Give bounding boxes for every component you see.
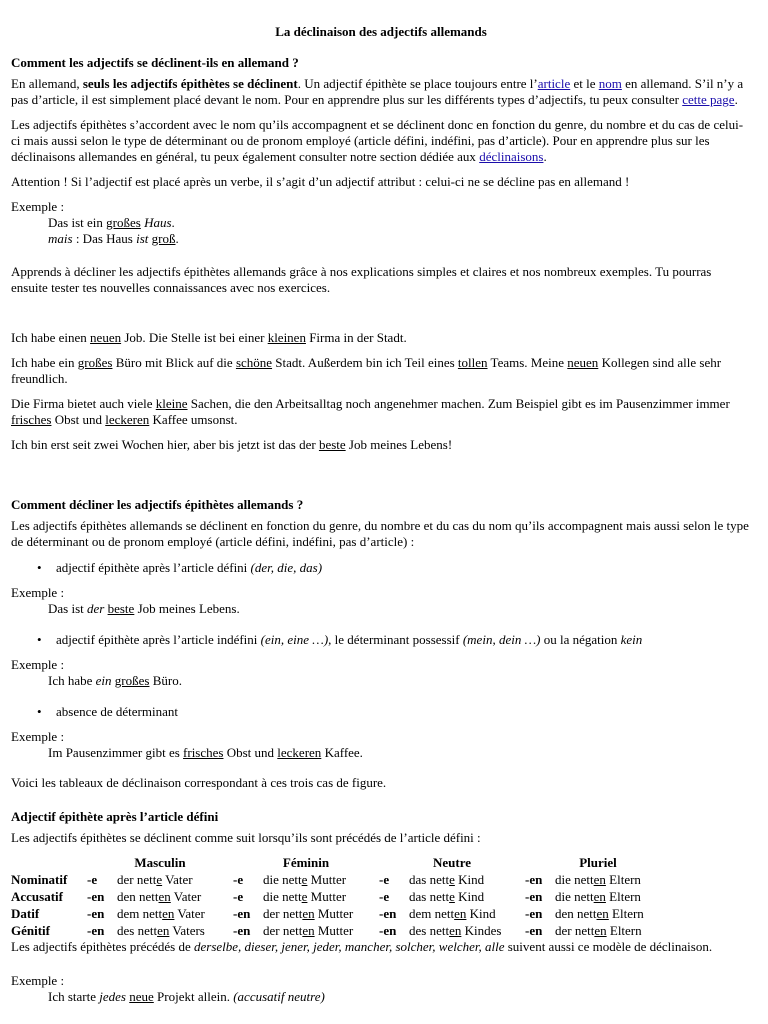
section-heading: Adjectif épithète après l’article défini — [11, 809, 219, 824]
phrase-noun: Kind — [454, 889, 485, 904]
phrase-start: den nett — [555, 906, 597, 921]
underlined-adjective: neuen — [90, 330, 122, 345]
phrase-start: die nett — [555, 872, 594, 887]
text: suivent aussi ce modèle de déclinaison. — [504, 939, 713, 954]
ending: -en — [525, 923, 543, 938]
italic-text: (mein, dein …) — [462, 632, 541, 647]
text: Die Firma bietet auch viele — [11, 396, 156, 411]
cette-page-link[interactable]: cette page — [682, 92, 735, 107]
text: . Un adjectif épithète se place toujours entre l’ — [297, 76, 538, 91]
underlined-adjective: schöne — [235, 355, 273, 370]
underlined-adjective: kleinen — [267, 330, 306, 345]
underlined-ending: e — [449, 872, 455, 887]
column-header: Masculin — [134, 855, 186, 870]
story-line — [11, 330, 751, 346]
declension-table — [11, 854, 671, 939]
nom-link[interactable]: nom — [598, 76, 622, 91]
italic-text: (ein, eine …) — [260, 632, 329, 647]
case-label: Génitif — [11, 923, 50, 938]
underlined-adjective: neue — [129, 989, 154, 1004]
text: Les adjectifs épithètes s’accordent avec le nom qu’ils accompagnent et se déclinent donc en fonction du genre, du nombre et du cas de celui-ci mais aussi selon le type de déterminant ou de pronom employé (article défini, indéfini, pas d’article). Pour en apprendre plus sur les déclinaisons allemandes en général, tu peux également consulter notre section dédiée aux — [11, 117, 744, 164]
phrase-noun: Eltern — [608, 906, 644, 921]
ending: -e — [233, 872, 244, 887]
column-header: Féminin — [282, 855, 330, 870]
phrase-noun: Vater — [174, 906, 205, 921]
paragraph — [11, 76, 751, 108]
underlined-adjective: großes — [77, 355, 113, 370]
italic-text: kein — [620, 632, 643, 647]
example-label: Exemple : — [11, 199, 65, 214]
underlined-adjective: tollen — [457, 355, 488, 370]
ending: -e — [87, 872, 98, 887]
phrase-start: dem nett — [117, 906, 163, 921]
underlined-adjective: großes — [114, 673, 150, 688]
underlined-ending: en — [162, 906, 175, 921]
text: adjectif épithète après l’article indéfini — [56, 632, 261, 647]
example-sentence — [48, 989, 751, 1005]
ending: -en — [525, 906, 543, 921]
text: En allemand, — [11, 76, 83, 91]
story-line — [11, 355, 751, 387]
italic-article: ein — [95, 673, 112, 688]
page-title: La déclinaison des adjectifs allemands — [275, 24, 487, 39]
table-row — [11, 905, 671, 922]
example-sentence — [48, 231, 751, 247]
example-label: Exemple : — [11, 973, 65, 988]
example-sentence — [48, 673, 751, 689]
example-sentence — [48, 601, 751, 617]
text: Les adjectifs épithètes précédés de — [11, 939, 194, 954]
underlined-adjective: leckeren — [277, 745, 322, 760]
example-phrase — [263, 888, 379, 905]
text: Kaffee umsonst. — [149, 412, 238, 427]
phrase-noun: Kind — [454, 872, 485, 887]
italic-text: (der, die, das) — [250, 560, 323, 575]
bullet-item — [11, 560, 751, 576]
text: Obst und — [51, 412, 106, 427]
underlined-adjective: großes — [106, 215, 141, 230]
text: Job meines Lebens! — [345, 437, 453, 452]
section-heading: Comment les adjectifs se déclinent-ils en allemand ? — [11, 55, 299, 70]
text: Sachen, die den Arbeitsalltag noch angenehmer machen. Zum Beispiel gibt es im Pausenzimmer immer — [187, 396, 730, 411]
underlined-adjective: leckeren — [105, 412, 150, 427]
example-label: Exemple : — [11, 657, 65, 672]
example-phrase — [117, 922, 233, 939]
phrase-noun: Eltern — [606, 923, 642, 938]
underlined-adjective: frisches — [11, 412, 52, 427]
text: et le — [570, 76, 599, 91]
section-heading: Comment décliner les adjectifs épithètes allemands ? — [11, 497, 304, 512]
phrase-start: der nett — [263, 906, 303, 921]
underlined-ending: en — [593, 872, 606, 887]
ending: -en — [379, 906, 397, 921]
bullet-item: • absence de déterminant — [11, 704, 751, 720]
text: : Das Haus — [72, 231, 137, 246]
paragraph: Les adjectifs épithètes se déclinent comme suit lorsqu’ils sont précédés de l’article défini : — [11, 830, 481, 845]
table-header-row — [11, 854, 671, 871]
case-label: Datif — [11, 906, 40, 921]
text: Projekt allein. — [153, 989, 234, 1004]
example-label: Exemple : — [11, 729, 65, 744]
ending: -en — [233, 906, 251, 921]
example-phrase — [409, 871, 525, 888]
case-label: Nominatif — [11, 872, 68, 887]
text: Job meines Lebens. — [134, 601, 240, 616]
phrase-noun: Vater — [162, 872, 193, 887]
example-phrase — [555, 922, 671, 939]
paragraph — [11, 117, 751, 165]
text: , le déterminant possessif — [328, 632, 463, 647]
italic-text: mais — [48, 231, 73, 246]
phrase-start: die nett — [263, 889, 302, 904]
phrase-noun: Vaters — [169, 923, 205, 938]
phrase-start: die nett — [555, 889, 594, 904]
story-line — [11, 396, 751, 428]
ending: -en — [525, 889, 543, 904]
example-phrase — [263, 871, 379, 888]
bold-text: seuls les adjectifs épithètes se déclinent — [82, 76, 298, 91]
paragraph: Apprends à décliner les adjectifs épithètes allemands grâce à nos explications simples et claires et nos nombreux exemples. Tu pourras ensuite tester tes nouvelles connaissances avec nos exercices. — [11, 264, 712, 295]
underlined-ending: en — [454, 906, 467, 921]
italic-verb: ist — [136, 231, 149, 246]
ending: -e — [379, 872, 390, 887]
ending: -en — [379, 923, 397, 938]
example-sentence — [48, 215, 751, 231]
italic-determiner: jedes — [99, 989, 126, 1004]
column-header: Pluriel — [579, 855, 617, 870]
underlined-ending: e — [449, 889, 455, 904]
text: ou la négation — [540, 632, 621, 647]
underlined-adjective: groß — [151, 231, 176, 246]
ending: -en — [525, 872, 543, 887]
declinaisons-link[interactable]: déclinaisons — [479, 149, 544, 164]
text: Kollegen sind alle sehr freundlich. — [11, 355, 722, 386]
article-link[interactable]: article — [537, 76, 571, 91]
underlined-adjective: frisches — [183, 745, 224, 760]
phrase-noun: Mutter — [314, 906, 354, 921]
underlined-ending: en — [302, 906, 315, 921]
underlined-adjective: beste — [107, 601, 135, 616]
text: Teams. Meine — [487, 355, 568, 370]
underlined-ending: en — [158, 889, 171, 904]
phrase-start: der nett — [555, 923, 595, 938]
table-row — [11, 871, 671, 888]
text: Ich starte — [48, 989, 100, 1004]
text: Ich habe einen — [11, 330, 91, 345]
text: Firma in der Stadt. — [305, 330, 407, 345]
example-phrase — [409, 888, 525, 905]
example-phrase — [117, 871, 233, 888]
text: adjectif épithète après l’article défini — [56, 560, 251, 575]
text: Das ist — [48, 601, 87, 616]
underlined-ending: e — [156, 872, 163, 887]
story-line — [11, 437, 751, 453]
text: Büro mit Blick auf die — [112, 355, 236, 370]
paragraph: Les adjectifs épithètes allemands se déclinent en fonction du genre, du nombre et du cas du nom qu’ils accompagnent mais aussi selon le type de déterminant ou de pronom employé (article défini, indéfini, pas d’article) : — [11, 518, 749, 549]
case-label: Accusatif — [11, 889, 63, 904]
example-phrase — [409, 922, 525, 939]
phrase-noun: Vater — [170, 889, 202, 904]
ending: -en — [87, 889, 105, 904]
example-phrase — [555, 905, 671, 922]
underlined-adjective: beste — [318, 437, 346, 452]
text: Ich habe ein — [11, 355, 78, 370]
underlined-ending: e — [301, 872, 308, 887]
table-corner — [11, 854, 87, 871]
text: . — [171, 215, 175, 230]
phrase-start: des nett — [117, 923, 158, 938]
paragraph: Voici les tableaux de déclinaison correspondant à ces trois cas de figure. — [11, 775, 387, 790]
document — [11, 24, 751, 1005]
paragraph — [11, 939, 751, 955]
italic-text: derselbe, dieser, jener, jeder, mancher, solcher, welcher, alle — [194, 939, 505, 954]
text: Das ist ein — [48, 215, 107, 230]
underlined-adjective: kleine — [155, 396, 188, 411]
example-phrase — [555, 871, 671, 888]
phrase-start: das nett — [409, 889, 450, 904]
table-row — [11, 922, 671, 939]
text: . — [175, 231, 179, 246]
text: Stadt. Außerdem bin ich Teil eines — [272, 355, 458, 370]
example-phrase — [555, 888, 671, 905]
underlined-ending: en — [596, 906, 609, 921]
text: en allemand. S’il n’y a pas d’article, il est simplement placé devant le nom. Pour en apprendre plus sur les différents types d’adjectifs, tu peux consulter — [11, 76, 744, 107]
underlined-ending: en — [594, 923, 607, 938]
italic-note: (accusatif neutre) — [233, 989, 325, 1004]
example-phrase — [117, 888, 233, 905]
text: Obst und — [223, 745, 278, 760]
underlined-ending: en — [593, 889, 606, 904]
italic-noun: Haus — [144, 215, 172, 230]
underlined-ending: en — [157, 923, 170, 938]
text: Büro. — [149, 673, 182, 688]
phrase-start: des nett — [409, 923, 450, 938]
phrase-noun: Eltern — [605, 872, 641, 887]
phrase-noun: Eltern — [605, 889, 641, 904]
example-label: Exemple : — [11, 585, 65, 600]
phrase-start: der nett — [117, 872, 157, 887]
text: . — [734, 92, 738, 107]
text: Ich bin erst seit zwei Wochen hier, aber bis jetzt ist das der — [11, 437, 319, 452]
italic-article: der — [87, 601, 105, 616]
phrase-noun: Mutter — [307, 872, 347, 887]
column-header: Neutre — [432, 855, 472, 870]
paragraph: Attention ! Si l’adjectif est placé après un verbe, il s’agit d’un adjectif attribut : celui-ci ne se décline pas en allemand ! — [11, 174, 630, 189]
phrase-noun: Mutter — [314, 923, 354, 938]
text: Im Pausenzimmer gibt es — [48, 745, 184, 760]
underlined-adjective: neuen — [567, 355, 599, 370]
underlined-ending: en — [449, 923, 462, 938]
text: Kaffee. — [321, 745, 363, 760]
ending: -en — [87, 906, 105, 921]
ending: -e — [379, 889, 390, 904]
phrase-noun: Kindes — [461, 923, 502, 938]
phrase-start: das nett — [409, 872, 450, 887]
example-sentence — [48, 745, 751, 761]
ending: -e — [233, 889, 244, 904]
example-phrase — [117, 905, 233, 922]
text: . — [543, 149, 547, 164]
example-phrase — [409, 905, 525, 922]
phrase-start: den nett — [117, 889, 159, 904]
text: Job. Die Stelle ist bei einer — [121, 330, 268, 345]
phrase-start: der nett — [263, 923, 303, 938]
underlined-ending: en — [302, 923, 315, 938]
ending: -en — [233, 923, 251, 938]
example-phrase — [263, 905, 379, 922]
ending: -en — [87, 923, 105, 938]
table-row — [11, 888, 671, 905]
phrase-start: die nett — [263, 872, 302, 887]
text: Ich habe — [48, 673, 96, 688]
phrase-start: dem nett — [409, 906, 455, 921]
underlined-ending: e — [301, 889, 308, 904]
phrase-noun: Kind — [466, 906, 496, 921]
bullet-item — [11, 632, 751, 648]
phrase-noun: Mutter — [307, 889, 347, 904]
example-phrase — [263, 922, 379, 939]
